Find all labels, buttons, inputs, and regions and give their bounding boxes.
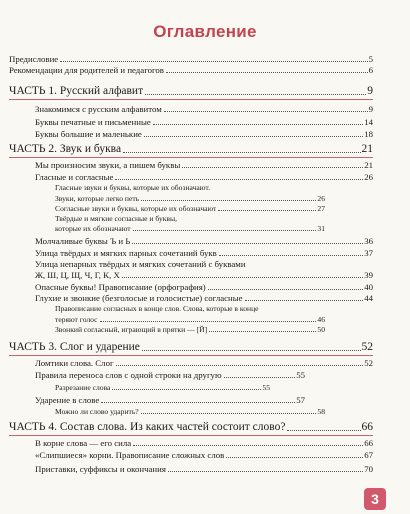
part-heading-label: ЧАСТЬ 2. Звук и буква: [9, 143, 122, 155]
toc-entry[interactable]: [35, 117, 373, 128]
part-heading-label: ЧАСТЬ 4. Состав слова. Из каких частей состоит слово?: [9, 421, 286, 433]
toc-entry-page: 39: [364, 270, 373, 280]
toc-entry-page: 55: [296, 370, 305, 380]
dot-leader: [182, 167, 363, 168]
toc-entry-page: 50: [317, 325, 325, 334]
toc-subentry[interactable]: [55, 224, 325, 234]
toc-entry-page: 9: [368, 104, 373, 114]
toc-part-1-heading[interactable]: [9, 84, 373, 98]
toc-entry[interactable]: [35, 450, 373, 461]
toc-part-4-heading[interactable]: [9, 420, 373, 434]
toc-entry-label: Можно ли слово ударить?: [55, 407, 139, 416]
toc-entry-label: Приставки, суффиксы и окончания: [35, 464, 166, 474]
toc-entry-label: Ж, Ш, Ц, Щ, Ч, Г, К, Х: [35, 270, 120, 280]
toc-entry-label: Улица твёрдых и мягких парных сочетаний букв: [35, 248, 217, 258]
toc-entry-label: которые их обозначают: [55, 224, 131, 233]
dot-leader: [153, 124, 363, 125]
toc-subentry[interactable]: [55, 204, 325, 214]
toc-entry-label: Молчаливые буквы Ъ и Ь: [35, 236, 131, 246]
toc-subentry-text: Твёрдые и мягкие согласные и буквы,: [55, 214, 178, 223]
part-heading-label: ЧАСТЬ 3. Слог и ударение: [9, 341, 140, 353]
toc-entry-label: Знакомимся с русским алфавитом: [35, 104, 162, 114]
dot-leader: [142, 350, 361, 351]
toc-entry-page: 57: [296, 395, 305, 405]
dot-leader: [209, 331, 316, 332]
toc-entry[interactable]: [35, 438, 373, 449]
toc-subentry-text: Правописание согласных в конце слов. Слова, которые в конце: [55, 304, 259, 313]
dot-leader: [219, 255, 363, 256]
toc-entry-page: 52: [364, 358, 373, 368]
dot-leader: [60, 61, 367, 62]
dot-leader: [116, 365, 364, 366]
dot-leader: [101, 402, 295, 403]
part-divider: [9, 157, 373, 158]
toc-entry-page: 67: [364, 450, 373, 460]
toc-entry-label: Предисловие: [9, 54, 59, 64]
part-heading-page: 66: [361, 421, 373, 433]
toc-entry-page: 21: [364, 160, 373, 170]
toc-entry-page: 6: [368, 65, 373, 75]
dot-leader: [166, 72, 368, 73]
dot-leader: [132, 243, 363, 244]
dot-leader: [245, 300, 364, 301]
toc-subentry[interactable]: [55, 383, 270, 393]
dot-leader: [141, 200, 316, 201]
toc-entry-label: Мы произносим звуки, а пишем буквы: [35, 160, 181, 170]
toc-entry[interactable]: [35, 160, 373, 171]
toc-entry-text: Улица непарных твёрдых и мягких сочетаний с буквами: [35, 259, 246, 269]
toc-entry[interactable]: [35, 370, 305, 381]
dot-leader: [123, 152, 360, 153]
dot-leader: [141, 413, 317, 414]
toc-entry-page: 66: [364, 438, 373, 448]
toc-subentry[interactable]: [55, 325, 325, 335]
dot-leader: [145, 94, 366, 95]
toc-entry-page: 36: [364, 236, 373, 246]
toc-entry-label: Гласные и согласные: [35, 172, 114, 182]
dot-leader: [122, 277, 363, 278]
toc-entry-label: Буквы большие и маленькие: [35, 129, 142, 139]
dot-leader: [112, 389, 261, 390]
part-divider: [9, 435, 373, 436]
toc-entry-page: 37: [364, 248, 373, 258]
dot-leader: [133, 230, 317, 231]
page-number-badge: 3: [364, 488, 386, 510]
toc-subentry[interactable]: [55, 315, 325, 325]
dot-leader: [164, 111, 368, 112]
toc-entry[interactable]: [35, 358, 373, 369]
toc-entry-label: Рекомендации для родителей и педагогов: [9, 65, 164, 75]
toc-entry-label: Согласные звуки и буквы, которые их обозначают: [55, 204, 217, 213]
toc-entry[interactable]: [35, 464, 373, 475]
part-heading-page: 21: [361, 143, 373, 155]
toc-entry-page: 31: [317, 224, 325, 233]
toc-entry-preface[interactable]: [9, 54, 373, 65]
toc-entry-label: Опасные буквы! Правописание (орфография): [35, 282, 206, 292]
toc-entry-page: 55: [262, 383, 270, 392]
dot-leader: [287, 430, 360, 431]
toc-subentry[interactable]: [55, 194, 325, 204]
dot-leader: [208, 289, 363, 290]
toc-entry-label: Разрезание слова: [55, 383, 111, 392]
part-heading-label: ЧАСТЬ 1. Русский алфавит: [9, 85, 144, 97]
toc-entry[interactable]: [35, 293, 373, 304]
toc-part-3-heading[interactable]: [9, 340, 373, 354]
toc-entry-page: 5: [368, 54, 373, 64]
part-divider: [9, 355, 373, 356]
toc-entry-label: В корне слова — его сила: [35, 438, 132, 448]
part-heading-page: 52: [361, 341, 373, 353]
toc-entry-page: 58: [317, 407, 325, 416]
part-divider: [9, 99, 373, 100]
toc-entry-page: 44: [364, 293, 373, 303]
toc-entry-page: 70: [364, 464, 373, 474]
dot-leader: [226, 457, 363, 458]
toc-entry-page: 14: [364, 117, 373, 127]
toc-entry-label: Звуки, которые легко петь: [55, 194, 140, 203]
toc-entry[interactable]: [35, 172, 373, 183]
dot-leader: [115, 179, 363, 180]
toc-entry[interactable]: [35, 236, 373, 247]
toc-entry-page: 26: [364, 172, 373, 182]
toc-entry[interactable]: [35, 248, 373, 259]
toc-entry-label: Звонкий согласный, играющий в прятки — [Й]: [55, 325, 208, 334]
toc-entry-label: «Слипшиеся» корни. Правописание сложных слов: [35, 450, 225, 460]
toc-entry[interactable]: [35, 270, 373, 281]
toc-entry-label: Правила переноса слов с одной строки на другую: [35, 370, 222, 380]
toc-entry-page: 40: [364, 282, 373, 292]
dot-leader: [144, 136, 363, 137]
dot-leader: [168, 471, 363, 472]
toc-entry-page: 18: [364, 129, 373, 139]
dot-leader: [100, 321, 317, 322]
toc-entry-page: 27: [317, 204, 325, 213]
dot-leader: [224, 377, 296, 378]
toc-entry-label: теряют голос: [55, 315, 98, 324]
toc-entry-label: Ударение в слове: [35, 395, 100, 405]
toc-entry-page: 46: [317, 315, 325, 324]
toc-entry[interactable]: [35, 282, 373, 293]
toc-entry-recommendations[interactable]: [9, 65, 373, 76]
page-title: Оглавление: [153, 22, 257, 41]
toc-entry[interactable]: [35, 395, 305, 406]
toc-entry-label: Буквы печатные и письменные: [35, 117, 151, 127]
toc-entry-page: 26: [317, 194, 325, 203]
toc-entry[interactable]: [35, 129, 373, 140]
toc-subentry-text: Гласные звуки и буквы, которые их обозначают.: [55, 183, 211, 192]
dot-leader: [133, 445, 363, 446]
toc-subentry[interactable]: [55, 407, 325, 417]
toc-entry[interactable]: [35, 104, 373, 115]
toc-part-2-heading[interactable]: [9, 142, 373, 156]
dot-leader: [218, 210, 316, 211]
toc-entry-label: Ломтики слова. Слог: [35, 358, 114, 368]
part-heading-page: 9: [367, 85, 373, 97]
toc-entry-label: Глухие и звонкие (безголосые и голосистые) согласные: [35, 293, 243, 303]
